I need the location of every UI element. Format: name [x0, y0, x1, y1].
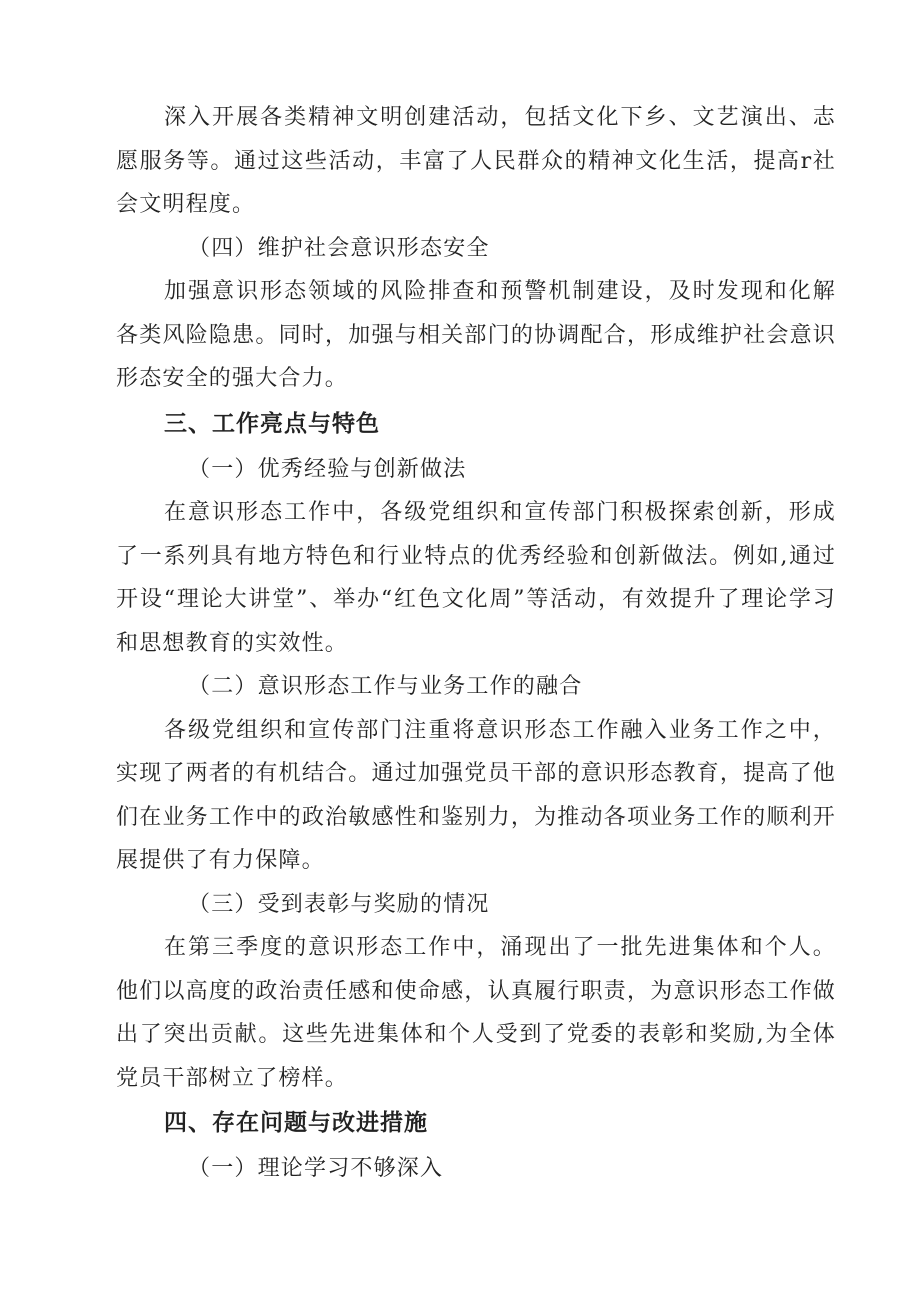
document-body	[116, 96, 836, 1191]
section-heading-problems: 四、存在问题与改进措施	[164, 1110, 428, 1136]
subheading-theory-study: （一）理论学习不够深入	[188, 1156, 444, 1181]
paragraph-innovations: 在意识形态工作中，各级党组织和宣传部门积极探索创新，形成了一系列具有地方特色和行业特点的优秀经验和创新做法。例如,通过开设“理论大讲堂”、举办“红色文化周”等活动，有效提升了理论学习和思想教育的实效性。	[116, 500, 836, 656]
paragraph-risk-screening: 加强意识形态领域的风险排查和预警机制建设，及时发现和化解各类风险隐患。同时，加强与相关部门的协调配合，形成维护社会意识形态安全的强大合力。	[116, 279, 836, 391]
section-heading-highlights: 三、工作亮点与特色	[164, 410, 380, 437]
subheading-integration: （二）意识形态工作与业务工作的融合	[188, 674, 583, 699]
paragraph-cultural-activities: 深入开展各类精神文明创建活动，包括文化下乡、文艺演出、志愿服务等。通过这些活动，丰富了人民群众的精神文化生活，提高r社会文明程度。	[116, 105, 836, 217]
paragraph-awards: 在第三季度的意识形态工作中，涌现出了一批先进集体和个人。他们以高度的政治责任感和使命感，认真履行职责，为意识形态工作做出了突出贡献。这些先进集体和个人受到了党委的表彰和奖励,为全体党员干部树立了榜样。	[116, 935, 836, 1091]
subheading-awards: （三）受到表彰与奖励的情况	[188, 891, 490, 917]
paragraph-integration: 各级党组织和宣传部门注重将意识形态工作融入业务工作之中，实现了两者的有机结合。通过加强党员干部的意识形态教育，提高了他们在业务工作中的政治敏感性和鉴别力，为推动各项业务工作的顺利开展提供了有力保障。	[116, 717, 836, 873]
subheading-innovations: （一）优秀经验与创新做法	[188, 456, 467, 482]
subheading-safeguard-ideology: （四）维护社会意识形态安全	[188, 235, 490, 261]
